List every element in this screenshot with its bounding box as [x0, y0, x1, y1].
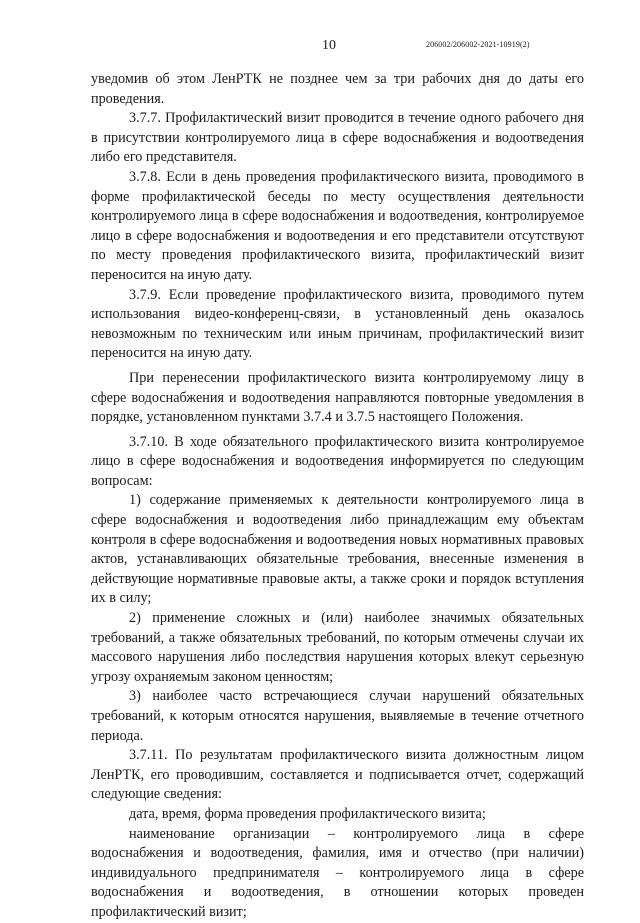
report-item-date: дата, время, форма проведения профилактического визита;	[129, 805, 486, 822]
paragraph-continuation: уведомив об этом ЛенРТК не позднее чем за три рабочих дня до даты его проведения.	[91, 71, 584, 107]
paragraph-3-7-9: 3.7.9. Если проведение профилактического визита, проводимого путем использования видео-конференц-связи, в установленный день оказалось невозможным по техническим или иным причинам, профилактический визит переносится на иную дату.	[91, 286, 584, 362]
list-item-2: 2) применение сложных и (или) наиболее значимых обязательных требований, а также обязательных требований, по которым отмечены случаи их массового нарушения либо последствия нарушения которых влекут серьезную угрозу охраняемым законом ценностям;	[91, 610, 584, 685]
list-item-1: 1) содержание применяемых к деятельности контролируемого лица в сфере водоснабжения и водоотведения либо принадлежащим ему объектам контроля в сфере водоснабжения и водоотведения новых нормативных правовых актов, устанавливающих обязательные требования, внесенные изменения в действующие нормативные правовые акты, а также сроки и порядок вступления их в силу;	[91, 492, 584, 607]
paragraph-3-7-7: 3.7.7. Профилактический визит проводится в течение одного рабочего дня в присутствии контролируемого лица в сфере водоснабжения и водоотведения либо его представителя.	[91, 110, 584, 166]
document-id: 206002/206002-2021-10919(2)	[426, 40, 530, 49]
report-item-organization: наименование организации – контролируемого лица в сфере водоснабжения и водоотведения, фамилия, имя и отчество (при наличии) индивидуального предпринимателя – контролируемого лица в сфере водоснабжения и водоотведения, в отношении которых проведен профилактический визит;	[91, 825, 584, 920]
list-item-3: 3) наиболее часто встречающиеся случаи нарушений обязательных требований, к которым относятся нарушения, выявляемые в течение отчетного периода.	[91, 688, 584, 744]
page-number: 10	[322, 38, 336, 53]
paragraph-3-7-8: 3.7.8. Если в день проведения профилактического визита, проводимого в форме профилактической беседы по месту осуществления деятельности контролируемого лица в сфере водоснабжения и водоотведения, контролируемое лицо в сфере водоснабжения и водоотведения и его представители отсутствуют по месту проведения профилактического визита, профилактический визит переносится на иную дату.	[91, 168, 584, 283]
paragraph-rescheduling: При перенесении профилактического визита контролируемому лицу в сфере водоснабжения и водоотведения направляются повторные уведомления в порядке, установленном пунктами 3.7.4 и 3.7.5 настоящего Положения.	[91, 369, 584, 426]
paragraph-3-7-11: 3.7.11. По результатам профилактического визита должностным лицом ЛенРТК, его проводившим, составляется и подписывается отчет, содержащий следующие сведения:	[91, 747, 584, 803]
document-body	[91, 70, 584, 923]
paragraph-3-7-10: 3.7.10. В ходе обязательного профилактического визита контролируемое лицо в сфере водоснабжения и водоотведения информируется по следующим вопросам:	[91, 433, 584, 489]
